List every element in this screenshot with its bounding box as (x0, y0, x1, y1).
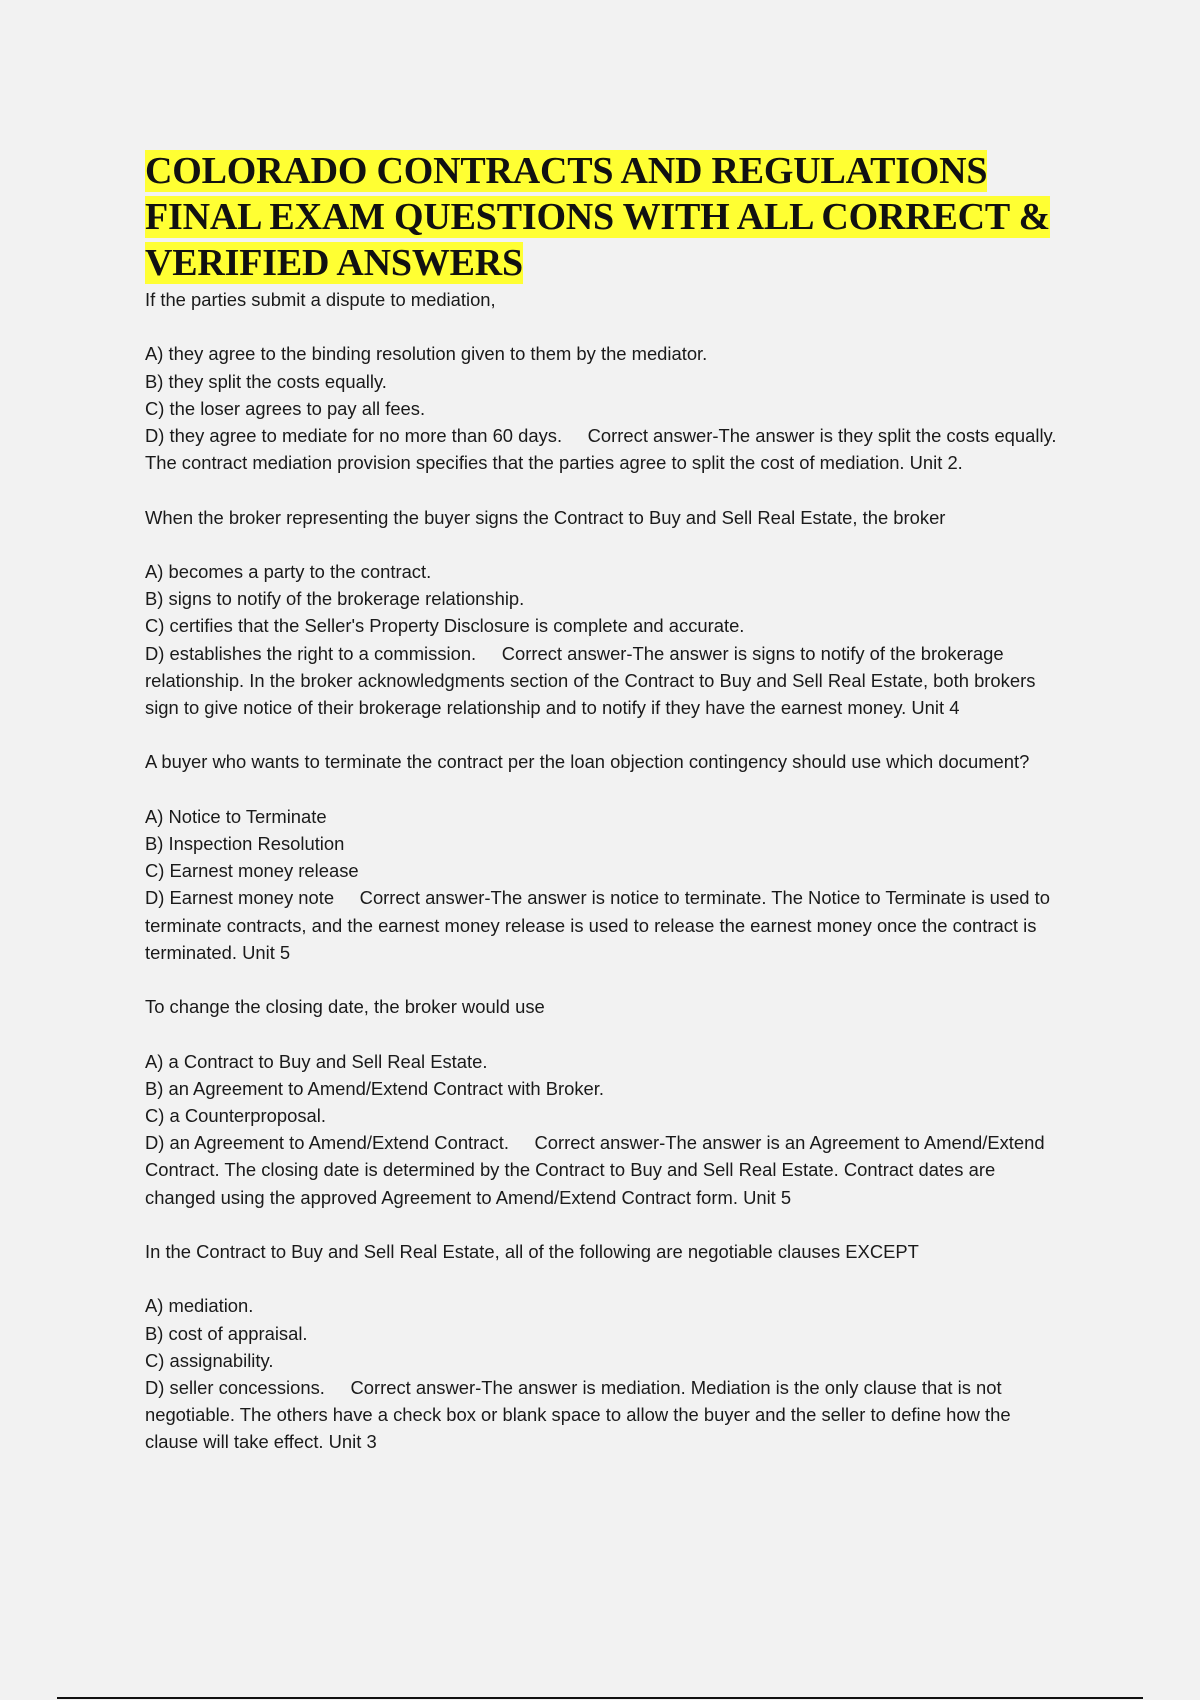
option-d: D) establishes the right to a commission. (145, 642, 477, 664)
option-d: D) an Agreement to Amend/Extend Contract. (145, 1132, 509, 1154)
correct-answer: Correct answer-The answer is they split the costs equally. The contract mediation provision specifies that the parties agree to split the cost of mediation. Unit 2. (145, 425, 1057, 474)
question-text: A buyer who wants to terminate the contract per the loan objection contingency should use which document? (145, 751, 1030, 773)
correct-answer: Correct answer-The answer is mediation. Mediation is the only clause that is not negotiable. The others have a check box or blank space to allow the buyer and the seller to define how the clause will take effect. Unit 3 (145, 1376, 1011, 1453)
option-d-with-answer (145, 884, 1060, 966)
option-a: A) becomes a party to the contract. (145, 560, 432, 582)
option-c: C) Earnest money release (145, 860, 359, 882)
option-c: C) a Counterproposal. (145, 1104, 326, 1126)
question-text: To change the closing date, the broker would use (145, 996, 545, 1018)
option-d-with-answer (145, 1129, 1060, 1211)
question-block (145, 1238, 1060, 1456)
question-block (145, 504, 1060, 722)
option-c: C) certifies that the Seller's Property Disclosure is complete and accurate. (145, 615, 745, 637)
question-text: In the Contract to Buy and Sell Real Estate, all of the following are negotiable clauses EXCEPT (145, 1240, 919, 1262)
document-title (145, 148, 1060, 286)
option-a: A) mediation. (145, 1295, 254, 1317)
option-d-with-answer (145, 422, 1060, 476)
option-b: B) Inspection Resolution (145, 832, 345, 854)
question-block (145, 993, 1060, 1211)
option-a: A) a Contract to Buy and Sell Real Estate. (145, 1050, 488, 1072)
footer-divider (57, 1697, 1143, 1699)
option-c: C) the loser agrees to pay all fees. (145, 397, 426, 419)
correct-answer: Correct answer-The answer is notice to terminate. The Notice to Terminate is used to terminate contracts, and the earnest money release is used to release the earnest money once the contract is terminated. Unit 5 (145, 887, 1050, 963)
option-d-with-answer (145, 1374, 1060, 1456)
title-highlight: COLORADO CONTRACTS AND REGULATIONS FINAL EXAM QUESTIONS WITH ALL CORRECT & VERIFIED ANSWERS (145, 150, 1051, 284)
correct-answer: Correct answer-The answer is signs to notify of the brokerage relationship. In the broker acknowledgments section of the Contract to Buy and Sell Real Estate, both brokers sign to give notice of their brokerage relationship and to notify if they have the earnest money. Unit 4 (145, 642, 1036, 718)
option-c: C) assignability. (145, 1349, 274, 1371)
option-d: D) they agree to mediate for no more than 60 days. (145, 425, 563, 446)
option-b: B) they split the costs equally. (145, 370, 387, 392)
question-text: If the parties submit a dispute to mediation, (145, 289, 496, 310)
option-b: B) signs to notify of the brokerage relationship. (145, 588, 525, 610)
option-d: D) Earnest money note (145, 887, 335, 909)
correct-answer: Correct answer-The answer is an Agreement to Amend/Extend Contract. The closing date is determined by the Contract to Buy and Sell Real Estate. Contract dates are changed using the approved Agreement to Amend/Extend Contract form. Unit 5 (145, 1132, 1045, 1208)
option-b: B) an Agreement to Amend/Extend Contract with Broker. (145, 1077, 604, 1099)
option-b: B) cost of appraisal. (145, 1322, 308, 1344)
question-block (145, 748, 1060, 966)
option-a: A) Notice to Terminate (145, 805, 327, 827)
question-block (145, 286, 1060, 476)
option-d: D) seller concessions. (145, 1376, 325, 1398)
option-a: A) they agree to the binding resolution given to them by the mediator. (145, 343, 708, 365)
option-d-with-answer (145, 640, 1060, 722)
question-text: When the broker representing the buyer signs the Contract to Buy and Sell Real Estate, the broker (145, 506, 946, 528)
document-page (145, 148, 1060, 1483)
